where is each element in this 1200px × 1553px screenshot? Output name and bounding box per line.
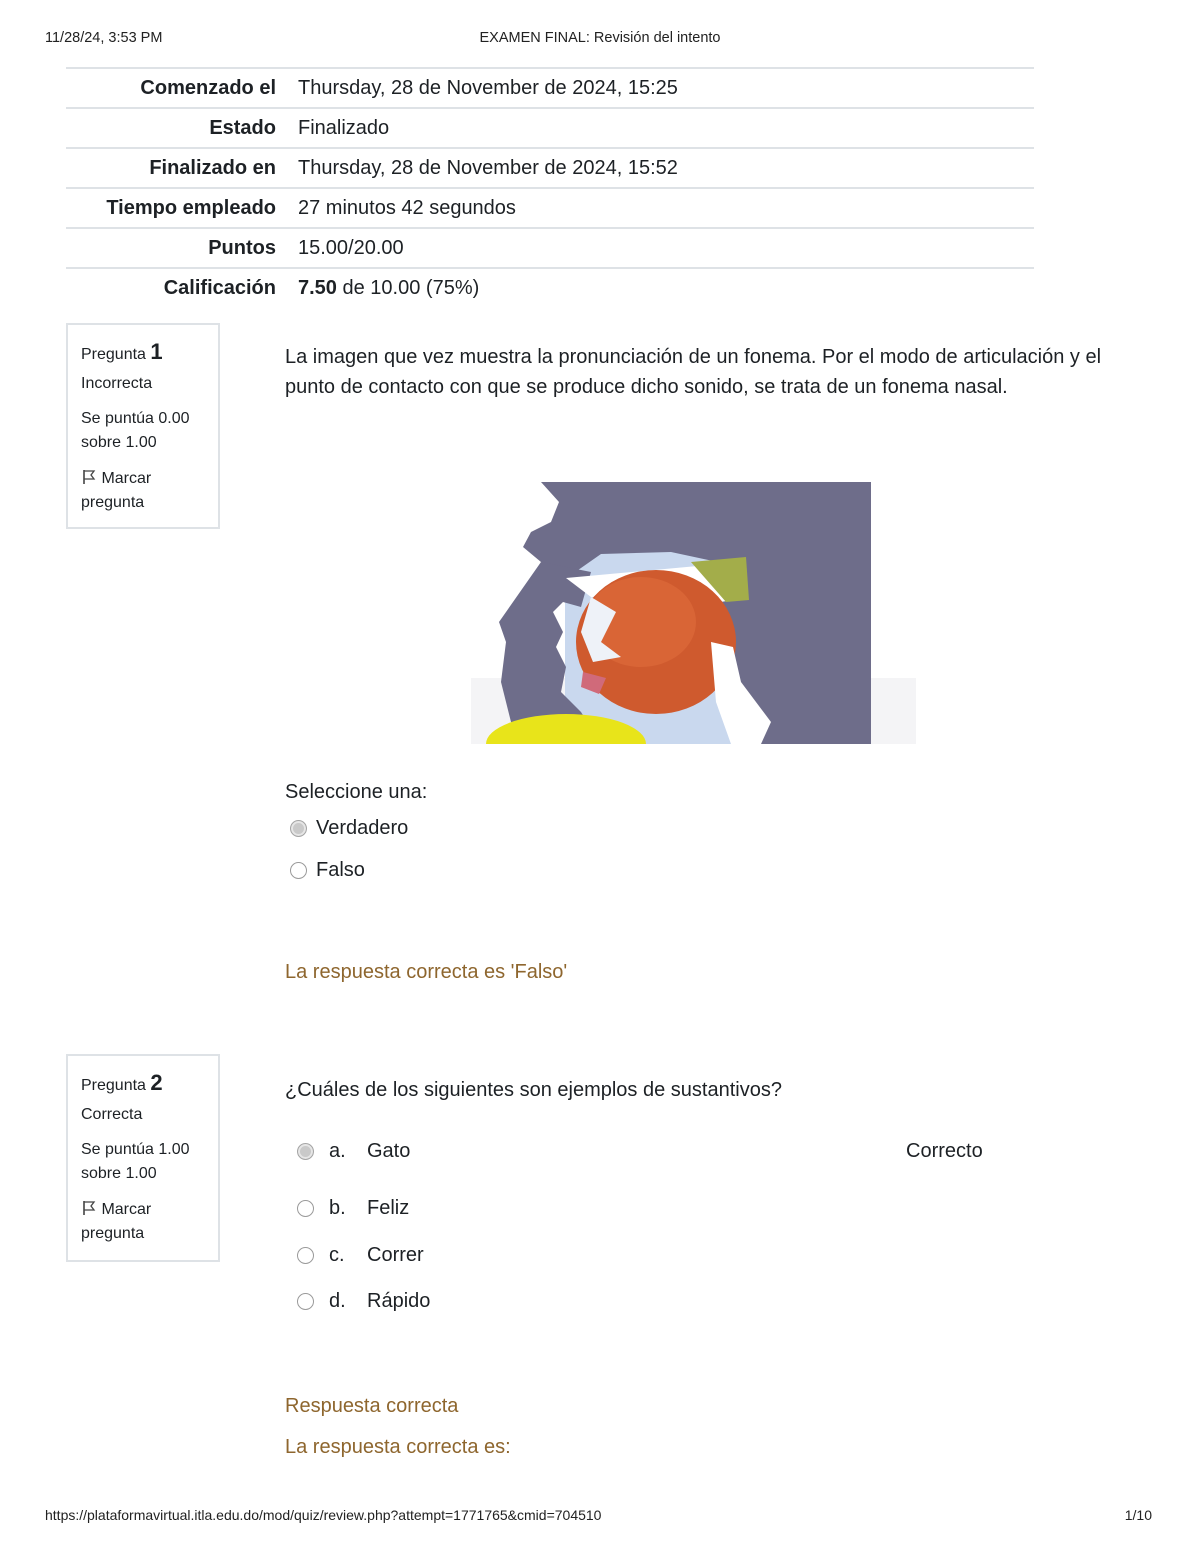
answer-option-d[interactable] xyxy=(297,1290,430,1313)
summary-value: 27 minutos 42 segundos xyxy=(298,197,516,219)
question-1-text: La imagen que vez muestra la pronunciación de un fonema. Por el modo de articulación y el punto de contacto con que se produce dicho sonido, se trata de un fonema nasal. xyxy=(285,346,1102,398)
print-url: https://plataformavirtual.itla.edu.do/mod/quiz/review.php?attempt=1771765&cmid=704510 xyxy=(45,1507,602,1523)
question-number-value: 1 xyxy=(150,339,163,364)
summary-label: Calificación xyxy=(163,277,276,299)
summary-row-state xyxy=(66,108,1034,148)
option-letter: d. xyxy=(329,1290,346,1312)
option-letter: a. xyxy=(329,1140,346,1162)
radio-unselected[interactable] xyxy=(290,862,307,879)
answer-option-c[interactable] xyxy=(297,1244,424,1267)
summary-value xyxy=(298,268,1034,307)
attempt-summary-table xyxy=(66,67,1034,307)
summary-row-started xyxy=(66,68,1034,108)
flag-question-button[interactable] xyxy=(81,1198,206,1246)
question-2-text: ¿Cuáles de los siguientes son ejemplos de sustantivos? xyxy=(285,1079,782,1101)
question-label: Pregunta xyxy=(81,346,146,363)
option-label: Gato xyxy=(367,1140,411,1162)
option-label: Rápido xyxy=(367,1290,431,1312)
summary-row-grade xyxy=(66,268,1034,307)
answer-option-falso[interactable] xyxy=(290,859,365,882)
print-title: EXAMEN FINAL: Revisión del intento xyxy=(479,30,721,46)
radio-unselected[interactable] xyxy=(297,1293,314,1310)
option-label: Feliz xyxy=(367,1197,410,1219)
summary-label: Finalizado en xyxy=(149,157,276,179)
print-datetime: 11/28/24, 3:53 PM xyxy=(45,30,163,46)
answer-option-b[interactable] xyxy=(297,1197,409,1220)
grade-score: 7.50 xyxy=(298,277,337,299)
summary-label: Tiempo empleado xyxy=(106,197,276,219)
flag-question-label: Marcar pregunta xyxy=(81,1201,152,1242)
question-state: Incorrecta xyxy=(81,375,153,392)
option-letter: c. xyxy=(329,1244,345,1266)
summary-row-finished xyxy=(66,148,1034,188)
option-label: Correr xyxy=(367,1244,424,1266)
radio-selected[interactable] xyxy=(290,820,307,837)
flag-question-button[interactable] xyxy=(81,467,206,515)
option-letter: b. xyxy=(329,1197,346,1219)
flag-question-label: Marcar pregunta xyxy=(81,470,152,511)
question-2-info xyxy=(66,1054,220,1262)
question-1-info xyxy=(66,323,220,529)
radio-selected[interactable] xyxy=(297,1143,314,1160)
answer-option-a[interactable] xyxy=(297,1140,410,1163)
flag-icon xyxy=(81,1200,97,1216)
select-one-prompt: Seleccione una: xyxy=(285,781,428,803)
summary-row-time xyxy=(66,188,1034,228)
summary-value: 15.00/20.00 xyxy=(298,237,404,259)
question-grade: Se puntúa 1.00 sobre 1.00 xyxy=(81,1141,190,1182)
radio-unselected[interactable] xyxy=(297,1200,314,1217)
question-number xyxy=(81,339,206,365)
radio-unselected[interactable] xyxy=(297,1247,314,1264)
question-label: Pregunta xyxy=(81,1077,146,1094)
summary-row-points xyxy=(66,228,1034,268)
grade-scale: de 10.00 (75%) xyxy=(342,277,480,299)
question-1-feedback: La respuesta correcta es 'Falso' xyxy=(285,961,568,983)
summary-label: Puntos xyxy=(208,237,276,259)
summary-label: Estado xyxy=(209,117,276,139)
option-label: Verdadero xyxy=(316,817,409,839)
summary-value: Thursday, 28 de November de 2024, 15:52 xyxy=(298,157,678,179)
option-label: Falso xyxy=(316,859,365,881)
question-2-feedback: Respuesta correcta xyxy=(285,1395,459,1417)
question-number xyxy=(81,1070,206,1096)
option-correct-feedback: Correcto xyxy=(906,1140,983,1162)
summary-value: Finalizado xyxy=(298,117,390,139)
question-state: Correcta xyxy=(81,1106,143,1123)
question-number-value: 2 xyxy=(150,1070,163,1095)
question-2-right-answer: La respuesta correcta es: xyxy=(285,1436,511,1458)
flag-icon xyxy=(81,469,97,485)
summary-label: Comenzado el xyxy=(140,77,276,99)
answer-option-verdadero[interactable] xyxy=(290,817,408,840)
articulation-image xyxy=(471,482,916,744)
question-grade: Se puntúa 0.00 sobre 1.00 xyxy=(81,410,190,451)
print-page-number: 1/10 xyxy=(1124,1507,1152,1523)
summary-value: Thursday, 28 de November de 2024, 15:25 xyxy=(298,77,678,99)
